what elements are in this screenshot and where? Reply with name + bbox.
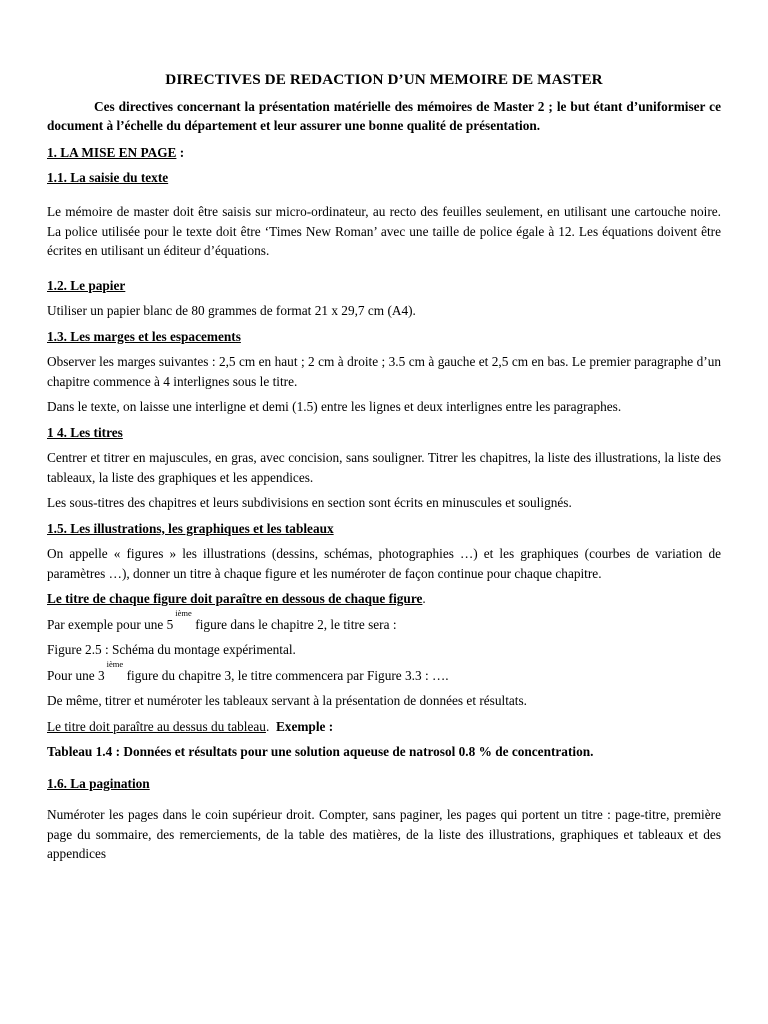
example-label: Exemple : [275,718,334,734]
example-1-start: Par exemple pour une 5 [47,616,174,632]
example-1-superscript-wrap [173,607,195,635]
example-2-start: Pour une 3 [47,667,105,683]
example-2-end: figure du chapitre 3, le titre commencera par Figure 3.3 : …. [126,667,449,683]
table-title-rule: Le titre doit paraître au dessus du tableau [47,718,266,734]
section-1-5-example-1 [47,607,721,635]
section-1-6-heading: 1.6. La pagination [47,775,150,791]
section-1-2-heading: 1.2. Le papier [47,277,126,293]
section-1-5-example-2 [47,658,721,686]
section-1-3-text-2: Dans le texte, on laisse une interligne et demi (1.5) entre les lignes et deux interlignes entre les paragraphes. [47,399,622,414]
section-1-5-rule-2 [47,717,721,737]
figure-title-rule: Le titre de chaque figure doit paraître en dessous de chaque figure [47,591,423,606]
section-1-5-heading: 1.5. Les illustrations, les graphiques et les tableaux [47,520,334,536]
section-1-4-heading: 1 4. Les titres [47,424,123,440]
section-1-5-figure-example: Figure 2.5 : Schéma du montage expérimental. [47,642,296,657]
intro-paragraph: Ces directives concernant la présentation matérielle des mémoires de Master 2 ; le but étant d’uniformiser ce document à l’échelle du département et leur assurer une bonne qualité de présentation. [47,99,721,133]
section-1-heading-suffix: : [176,145,185,160]
section-1-5-text-1: On appelle « figures » les illustrations (dessins, schémas, photographies …) et les graphiques (courbes de variation de paramètres …), donner un titre à chaque figure et les numéroter de façon continue pour chaque chapitre. [47,546,721,581]
section-1-6-text: Numéroter les pages dans le coin supérieur droit. Compter, sans paginer, les pages qui portent un titre : page-titre, première page du sommaire, des remerciements, de la table des matières, de la liste des illustrations, graphiques et tableaux et des appendices [47,807,721,861]
example-1-superscript: ième [175,607,192,618]
section-1-1-text: Le mémoire de master doit être saisis sur micro-ordinateur, au recto des feuilles seulement, en utilisant une cartouche noire. La police utilisée pour le texte doit être ‘Times New Roman’ avec une taille de police égale à 12. Les équations doivent être écrites en utilisant un éditeur d’équations. [47,204,721,258]
section-1-3-heading: 1.3. Les marges et les espacements [47,328,241,344]
example-1-end: figure dans le chapitre 2, le titre sera : [195,616,397,632]
section-1-1-heading: 1.1. La saisie du texte [47,169,169,185]
table-title-rule-end: . [265,718,270,734]
figure-title-rule-end: . [422,591,426,606]
document-title: DIRECTIVES DE REDACTION D’UN MEMOIRE DE MASTER [165,71,603,88]
section-1-5-rule [47,589,721,609]
document-page [47,70,721,870]
section-1-4-text-1: Centrer et titrer en majuscules, en gras, avec concision, sans souligner. Titrer les chapitres, la liste des illustrations, la liste des tableaux, la liste des graphiques et les appendices. [47,450,721,485]
section-1-5-table-example: Tableau 1.4 : Données et résultats pour une solution aqueuse de natrosol 0.8 % de concentration. [47,744,594,759]
section-1-5-text-2: De même, titrer et numéroter les tableaux servant à la présentation de données et résultats. [47,693,527,708]
section-1-4-text-2: Les sous-titres des chapitres et leurs subdivisions en section sont écrits en minuscules et soulignés. [47,495,572,510]
example-2-superscript: ième [106,658,124,669]
section-1-2-text: Utiliser un papier blanc de 80 grammes de format 21 x 29,7 cm (A4). [47,303,416,318]
section-1-3-text-1: Observer les marges suivantes : 2,5 cm en haut ; 2 cm à droite ; 3.5 cm à gauche et 2,5 cm en bas. Le premier paragraphe d’un chapitre commence à 4 interlignes sous le titre. [47,354,721,389]
example-2-superscript-wrap [105,658,127,686]
section-1-heading-text: 1. LA MISE EN PAGE [47,145,177,160]
section-1-heading [47,143,721,163]
